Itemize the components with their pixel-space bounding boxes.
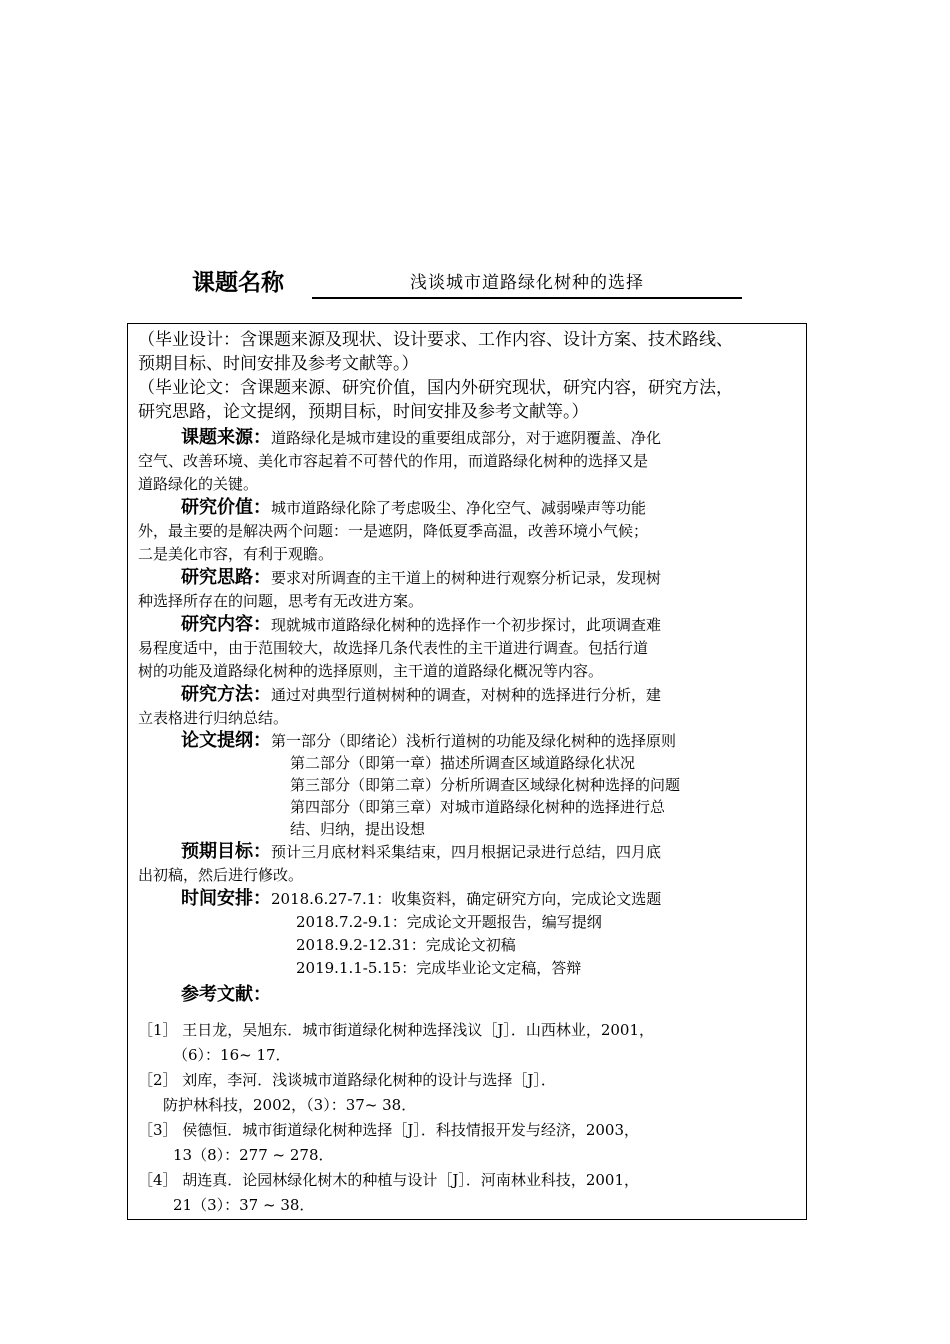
- schedule-line4: 2019.1.1-5.15：完成毕业论文定稿，答辩: [296, 959, 582, 977]
- outline-section: [138, 730, 793, 752]
- value-label: 研究价值：: [181, 497, 271, 518]
- method-section: [138, 683, 793, 707]
- schedule-label: 时间安排：: [181, 888, 271, 909]
- method-label: 研究方法：: [181, 684, 271, 705]
- references-label: 参考文献：: [181, 984, 271, 1005]
- content-line1: 现就城市道路绿化树种的选择作一个初步探讨，此项调查难: [271, 616, 662, 634]
- reference-item-1: ［1］ 王日龙，吴旭东．城市街道绿化树种选择浅议［J］．山西林业，2001，: [138, 1021, 655, 1039]
- title-row: [192, 266, 752, 302]
- title-value: 浅谈城市道路绿化树种的选择: [312, 269, 742, 299]
- references-heading: [138, 980, 793, 1010]
- method-line2: 立表格进行归纳总结。: [138, 709, 289, 727]
- title-label: 课题名称: [192, 270, 284, 296]
- approach-line1: 要求对所调查的主干道上的树种进行观察分析记录，发现树: [271, 569, 662, 587]
- schedule-line1: 2018.6.27-7.1：收集资料，确定研究方向，完成论文选题: [271, 890, 662, 908]
- source-line3: 道路绿化的关键。: [138, 475, 259, 493]
- outline-line2: 第二部分（即第一章）描述所调查区域道路绿化状况: [290, 754, 636, 772]
- schedule-line3: 2018.9.2-12.31：完成论文初稿: [296, 936, 516, 954]
- outline-label: 论文提纲：: [181, 730, 271, 751]
- schedule-section: [138, 887, 793, 911]
- reference-item-3: ［3］ 侯德恒．城市街道绿化树种选择［J］．科技情报开发与经济，2003，: [138, 1121, 640, 1139]
- proposal-content: [138, 328, 793, 1218]
- thesis-note-line2: 研究思路，论文提纲，预期目标，时间安排及参考文献等。）: [138, 402, 589, 422]
- content-line3: 树的功能及道路绿化树种的选择原则，主干道的道路绿化概况等内容。: [138, 662, 604, 680]
- outline-line1: 第一部分（即绪论）浅析行道树的功能及绿化树种的选择原则: [271, 732, 677, 750]
- source-line2: 空气、改善环境、美化市容起着不可替代的作用，而道路绿化树种的选择又是: [138, 452, 649, 470]
- references-list: [138, 1018, 793, 1218]
- outline-line5: 结、归纳，提出设想: [290, 820, 426, 838]
- approach-section: [138, 566, 793, 590]
- reference-item-1-cont: （6）：16~ 17．: [173, 1046, 291, 1064]
- reference-item-4: ［4］ 胡连真．论园林绿化树木的种植与设计［J］．河南林业科技，2001，: [138, 1171, 640, 1189]
- reference-item-3-cont: 13（8）：277 ~ 278．: [173, 1146, 334, 1164]
- proposal-box: [127, 323, 807, 1220]
- design-note-line2: 预期目标、时间安排及参考文献等。）: [138, 354, 419, 374]
- content-section: [138, 613, 793, 637]
- thesis-note-line1: （毕业论文：含课题来源、研究价值，国内外研究现状，研究内容，研究方法，: [138, 378, 733, 398]
- source-label: 课题来源：: [181, 427, 271, 448]
- outline-line3: 第三部分（即第二章）分析所调查区域绿化树种选择的问题: [290, 776, 681, 794]
- value-section: [138, 496, 793, 520]
- approach-line2: 种选择所存在的问题，思考有无改进方案。: [138, 592, 424, 610]
- goal-section: [138, 840, 793, 864]
- source-section: [138, 426, 793, 450]
- schedule-line2: 2018.7.2-9.1：完成论文开题报告，编写提纲: [296, 913, 602, 931]
- value-line1: 城市道路绿化除了考虑吸尘、净化空气、减弱噪声等功能: [271, 499, 647, 517]
- value-line3: 二是美化市容，有利于观瞻。: [138, 545, 334, 563]
- goal-line1: 预计三月底材料采集结束，四月根据记录进行总结，四月底: [271, 843, 662, 861]
- design-note-line1: （毕业设计：含课题来源及现状、设计要求、工作内容、设计方案、技术路线、: [138, 330, 733, 350]
- source-line1: 道路绿化是城市建设的重要组成部分，对于遮阴覆盖、净化: [271, 429, 662, 447]
- goal-label: 预期目标：: [181, 841, 271, 862]
- outline-line4: 第四部分（即第三章）对城市道路绿化树种的选择进行总: [290, 798, 666, 816]
- reference-item-4-cont: 21（3）：37 ~ 38．: [173, 1196, 315, 1214]
- goal-line2: 出初稿，然后进行修改。: [138, 866, 304, 884]
- reference-item-2: ［2］ 刘库，李河．浅谈城市道路绿化树种的设计与选择［J］．: [138, 1071, 556, 1089]
- approach-label: 研究思路：: [181, 567, 271, 588]
- content-line2: 易程度适中，由于范围较大，故选择几条代表性的主干道进行调查。包括行道: [138, 639, 649, 657]
- content-label: 研究内容：: [181, 614, 271, 635]
- value-line2: 外，最主要的是解决两个问题：一是遮阴，降低夏季高温，改善环境小气候；: [138, 522, 649, 540]
- method-line1: 通过对典型行道树树种的调查，对树种的选择进行分析，建: [271, 686, 662, 704]
- reference-item-2-cont: 防护林科技，2002，（3）：37~ 38．: [163, 1096, 417, 1114]
